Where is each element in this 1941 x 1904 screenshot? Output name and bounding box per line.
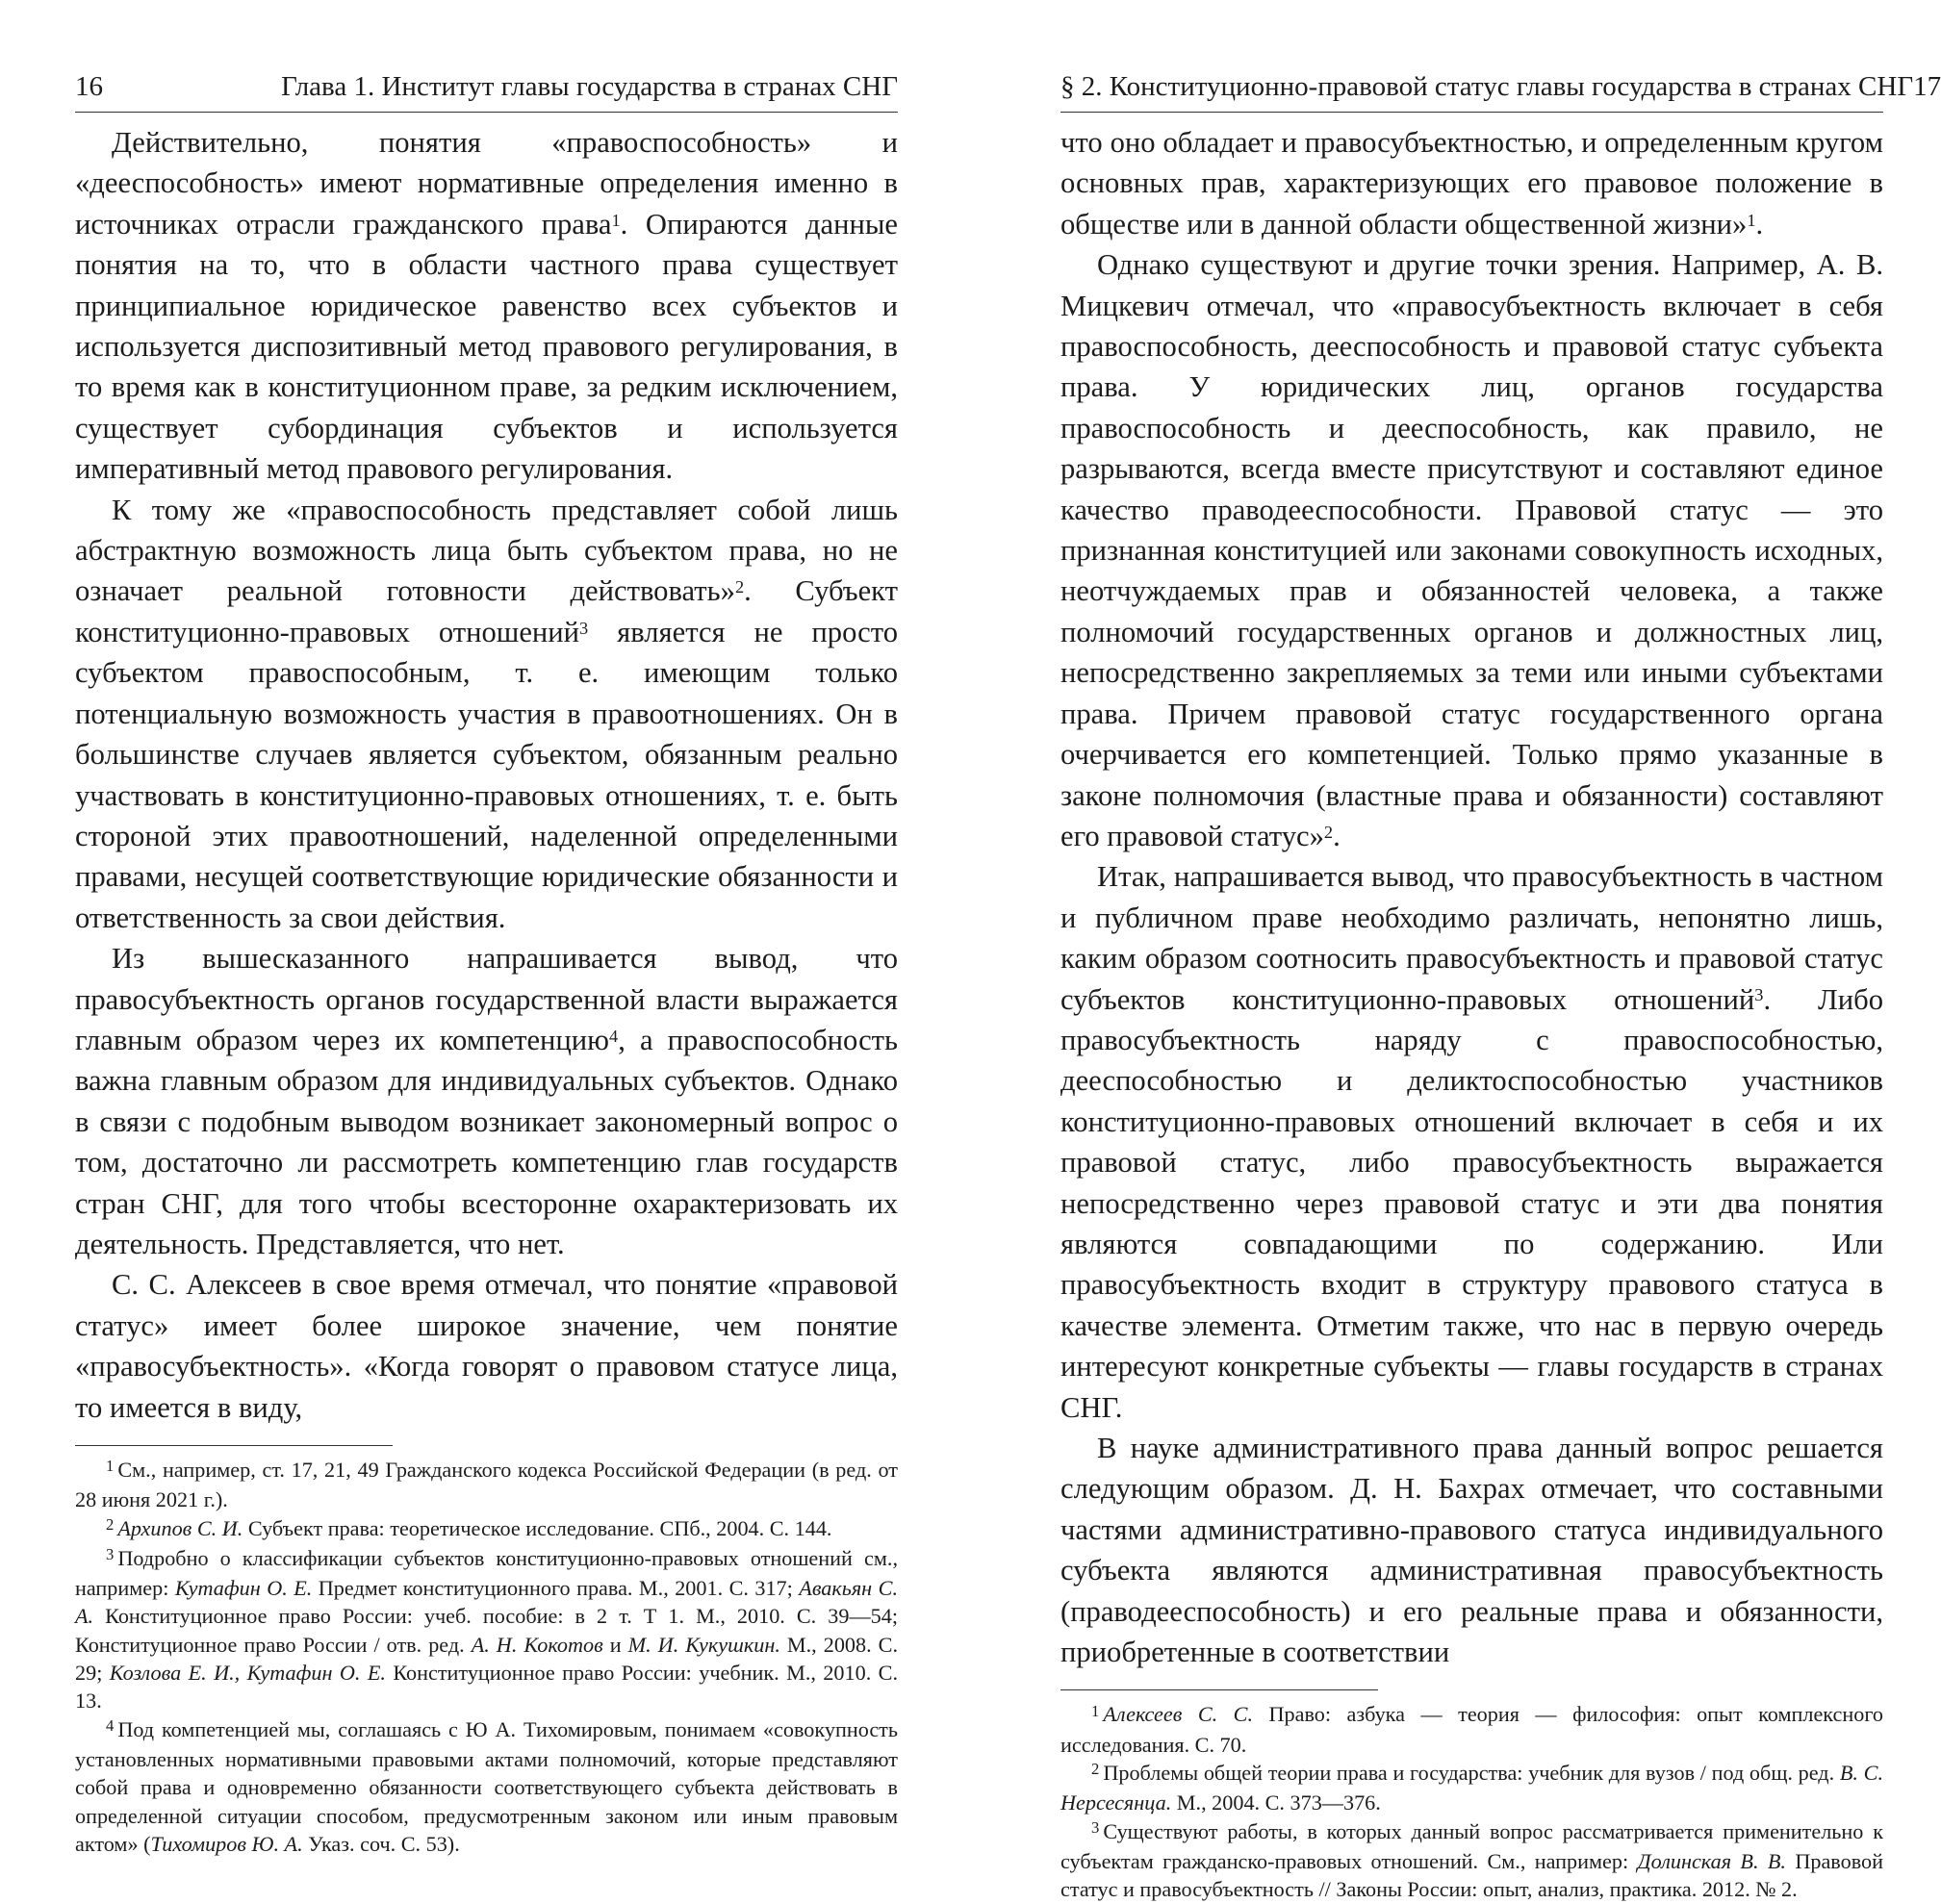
footnote-text: Существуют работы, в которых данный вопрос рассматривается применительно к субъектам гражданско-правовых отношений. См., например: xyxy=(1060,1818,1883,1873)
footnote-1 xyxy=(1060,1700,1883,1759)
footnote-2 xyxy=(1060,1759,1883,1817)
footnote-text: Правовой статус и правосубъектность // Законы России: опыт, анализ, практика. 2012. № 2. xyxy=(1060,1848,1883,1902)
footnote-author: Долинская В. В. xyxy=(1637,1848,1786,1873)
left-paragraph-1 xyxy=(75,122,898,490)
text-segment: . Опираются данные понятия на то, что в области частного права существует принципиальное юридическое равенство всех субъектов и используется диспозитивный метод правового регулирования, в то время как в конституционном праве, за редким исключением, существует субординация субъектов и используется императивный метод правового регулирования. xyxy=(75,207,898,486)
footnote-text: Конституционное право России: учебник. М., 2010. С. 13. xyxy=(75,1661,898,1714)
footnote-text: Указ. соч. С. 53). xyxy=(302,1831,460,1856)
left-footnotes xyxy=(75,1456,898,1858)
footnote-number: 2 xyxy=(106,1514,115,1534)
text-segment: Итак, напрашивается вывод, что правосубъектность в частном и публичном праве необходимо различать, непонятно лишь, каким образом соотносить правосубъектность и правовой статус субъектов конституционно-правовых отношений xyxy=(1060,860,1883,1016)
left-paragraph-3 xyxy=(75,938,898,1264)
footnote-text: Право: азбука — теория — философия: опыт комплексного исследования. С. 70. xyxy=(1060,1702,1883,1757)
footnote-text: и xyxy=(602,1632,628,1657)
footnote-text: Проблемы общей теории права и государства: учебник для вузов / под общ. ред. xyxy=(1103,1761,1840,1786)
text-segment: Однако существуют и другие точки зрения. Например, А. В. Мицкевич отмечал, что «правосубъектность включает в себя правоспособность, дееспособность и правовой статус субъекта права. У юридических лиц, органов государства правоспособность и дееспособность, как правило, не разрываются, всегда вместе присутствуют и составляют единое качество праводееспособности. Правовой статус — это признанная конституцией или законами совокупность исходных, неотчуждаемых прав и обязанностей человека, а также полномочий государственных органов и должностных лиц, непосредственно закрепляемых за теми или иными субъектами права. Причем правовой статус государственного органа очерчивается его компетенцией. Только прямо указанные в законе полномочия (властные права и обязанности) составляют его правовой статус» xyxy=(1060,248,1883,852)
footnote-author: Алексеев С. С. xyxy=(1103,1702,1254,1727)
footnote-ref: 3 xyxy=(1754,985,1764,1005)
footnote-2 xyxy=(75,1514,898,1544)
footnote-number: 1 xyxy=(106,1457,115,1476)
footnote-author: Козлова Е. И., Кутафин О. Е. xyxy=(109,1661,386,1686)
footnote-ref: 2 xyxy=(734,577,745,597)
footnote-author: В. С. Нерсесянца. xyxy=(1060,1761,1883,1815)
text-segment: Действительно, понятия «правоспособность» и «дееспособность» имеют нормативные определения именно в источниках отрасли гражданского права xyxy=(75,126,898,241)
left-paragraph-2 xyxy=(75,490,898,938)
left-body-text xyxy=(75,122,898,1428)
footnote-author: Тихомиров Ю. А. xyxy=(150,1831,303,1856)
left-page-number: 16 xyxy=(75,71,103,102)
footnote-4 xyxy=(75,1715,898,1858)
footnote-author: М. И. Кукушкин. xyxy=(627,1632,780,1657)
text-segment: является не просто субъектом правоспособным, т. е. имеющим только потенциальную возможность участия в правоотношениях. Он в большинстве случаев является субъектом, обязанным реально участвовать в конституционно-правовых отношениях, т. е. быть стороной этих правоотношений, наделенной определенными правами, несущей соответствующие юридические обязанности и ответственность за свои действия. xyxy=(75,615,898,934)
text-segment: . xyxy=(1755,207,1764,241)
text-segment: В науке административного права данный вопрос решается следующим образом. Д. Н. Бахрах отмечает, что составными частями административно-правового статуса индивидуального субъекта являются административная правосубъектность (праводееспособность) и его реальные права и обязанности, приобретенные в соответствии xyxy=(1060,1432,1883,1669)
text-segment: С. С. Алексеев в свое время отмечал, что понятие «правовой статус» имеет более широкое значение, чем понятие «правосубъектность». «Когда говорят о правовом статусе лица, то имеется в виду, xyxy=(75,1268,898,1424)
footnote-text: Под компетенцией мы, соглашаясь с Ю А. Тихомировым, понимаем «совокупность установленных нормативными правовыми актами полномочий, которые представляют собой права и одновременно обязанности соответствующего субъекта действовать в определенной ситуации способом, предусмотренным законом или иным правовым актом» ( xyxy=(75,1716,898,1856)
left-paragraph-4 xyxy=(75,1264,898,1428)
footnote-number: 2 xyxy=(1091,1760,1100,1779)
footnote-author: Архипов С. И. xyxy=(117,1515,243,1540)
left-page xyxy=(75,67,898,1856)
right-paragraph-1 xyxy=(1060,122,1883,244)
footnote-text: См., например, ст. 17, 21, 49 Гражданского кодекса Российской Федерации (в ред. от 28 июня 2021 г.). xyxy=(75,1458,898,1512)
footnote-text: Предмет конституционного права. М., 2001. С. 317; xyxy=(312,1576,800,1601)
right-section-title: § 2. Конституционно-правовой статус главы государства в странах СНГ xyxy=(1060,71,1914,102)
footnote-3 xyxy=(1060,1817,1883,1904)
footnote-3 xyxy=(75,1544,898,1715)
footnote-number: 1 xyxy=(1091,1701,1100,1720)
left-chapter-title: Глава 1. Институт главы государства в странах СНГ xyxy=(281,71,898,102)
footnote-divider xyxy=(75,1445,393,1446)
footnote-divider xyxy=(1060,1689,1378,1690)
footnote-text: Субъект права: теоретическое исследование. СПб., 2004. С. 144. xyxy=(243,1515,832,1540)
text-segment: К тому же «правоспособность представляет собой лишь абстрактную возможность лица быть субъектом права, но не означает реальной готовности действовать» xyxy=(75,493,898,608)
text-segment: , а правоспособность важна главным образом для индивидуальных субъектов. Однако в связи с подобным выводом возникает закономерный вопрос о том, достаточно ли рассмотреть компетенцию глав государств стран СНГ, для того чтобы всесторонне охарактеризовать их деятельность. Представляется, что нет. xyxy=(75,1023,898,1260)
footnote-author: А. Н. Кокотов xyxy=(471,1632,603,1657)
footnote-ref: 1 xyxy=(611,210,621,230)
right-paragraph-3 xyxy=(1060,856,1883,1428)
text-segment: . Либо правосубъектность наряду с правоспособностью, дееспособностью и деликтоспособностью участников конституционно-правовых отношений включает в себя и их правовой статус, либо правосубъектность выражается непосредственно через правовой статус и эти два понятия являются совпадающими по содержанию. Или правосубъектность входит в структуру правового статуса в качестве элемента. Отметим также, что нас в первую очередь интересуют конкретные субъекты — главы государств в странах СНГ. xyxy=(1060,982,1883,1424)
footnote-text: М., 2004. С. 373—376. xyxy=(1171,1790,1381,1815)
right-footnotes xyxy=(1060,1700,1883,1903)
right-body-text xyxy=(1060,122,1883,1672)
footnote-ref: 2 xyxy=(1323,822,1334,842)
right-running-head xyxy=(1060,67,1941,113)
footnote-number: 3 xyxy=(106,1545,115,1564)
text-segment: . xyxy=(1333,819,1341,852)
footnote-author: Авакьян С. А. xyxy=(75,1576,898,1629)
footnote-number: 4 xyxy=(106,1715,115,1735)
text-segment: Из вышесказанного напрашивается вывод, что правосубъектность органов государственной власти выражается главным образом через их компетенцию xyxy=(75,942,898,1056)
footnote-author: Кутафин О. Е. xyxy=(174,1576,313,1601)
footnote-text: М., 2008. С. 29; xyxy=(75,1632,898,1686)
right-page-number: 17 xyxy=(1913,71,1941,102)
right-paragraph-4 xyxy=(1060,1428,1883,1672)
right-paragraph-2 xyxy=(1060,244,1883,856)
footnote-ref: 3 xyxy=(579,618,589,638)
text-segment: . Субъект конституционно-правовых отношений xyxy=(75,574,898,648)
footnote-text: Конституционное право России: учеб. пособие: в 2 т. Т 1. М., 2010. С. 39—54; Конституционное право России / отв. ред. xyxy=(75,1604,898,1657)
footnote-ref: 1 xyxy=(1747,210,1756,230)
text-segment: что оно обладает и правосубъектностью, и определенным кругом основных прав, характеризующих его правовое положение в обществе или в данной области общественной жизни» xyxy=(1060,126,1883,241)
footnote-ref: 4 xyxy=(609,1026,619,1046)
right-page xyxy=(1060,67,1941,1902)
footnote-text: Подробно о классификации субъектов конституционно-правовых отношений см., например: xyxy=(75,1545,898,1601)
footnote-1 xyxy=(75,1456,898,1514)
footnote-number: 3 xyxy=(1091,1817,1100,1837)
left-running-head xyxy=(75,67,898,113)
